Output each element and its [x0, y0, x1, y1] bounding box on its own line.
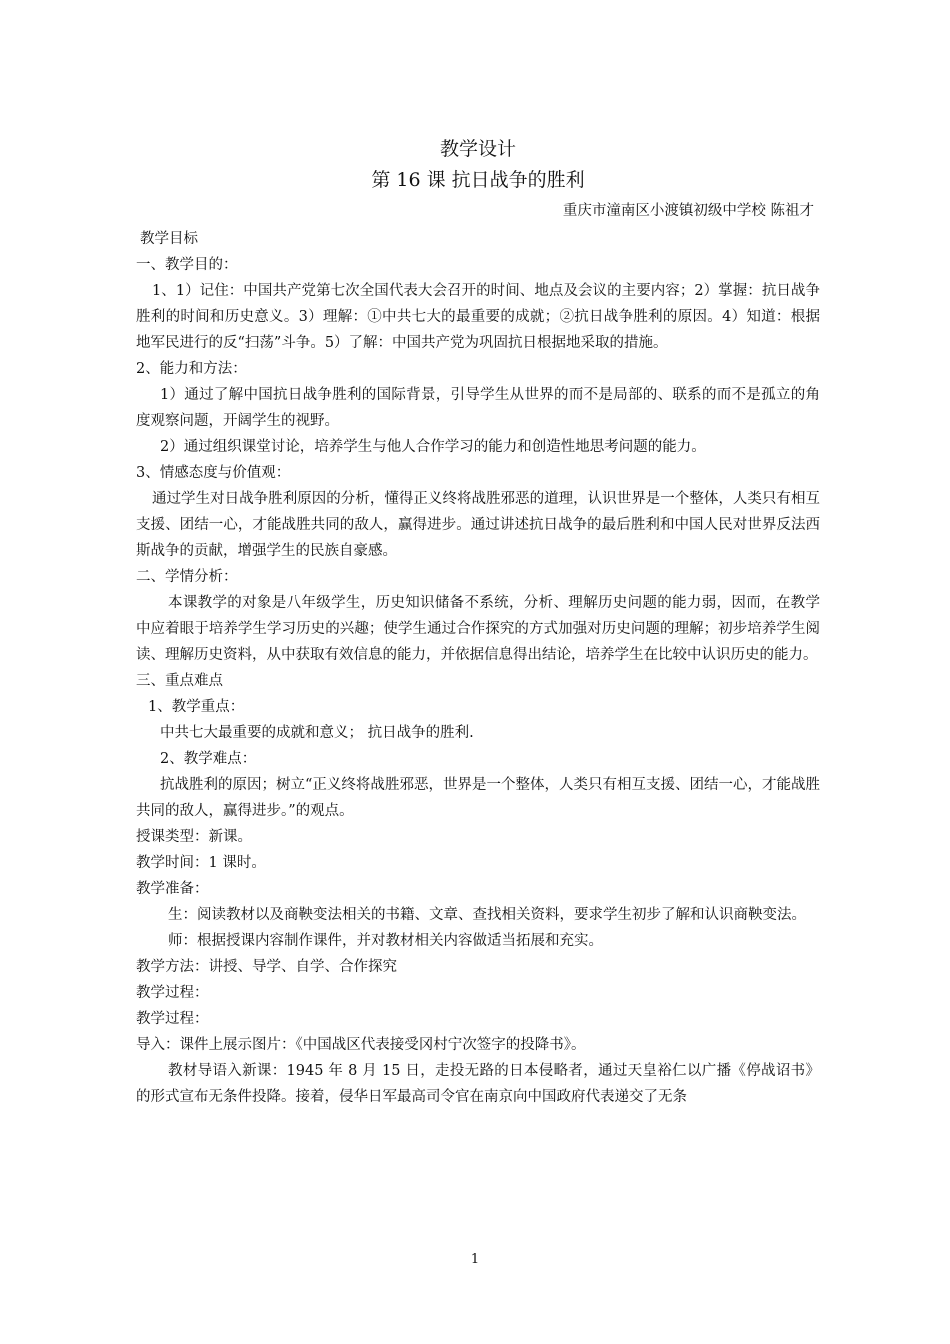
preparation-teacher: 师：根据授课内容制作课件，并对教材相关内容做适当拓展和充实。 [168, 933, 603, 949]
section-1-3-paragraph: 通过学生对日战争胜利原因的分析，懂得正义终将战胜邪恶的道理，认识世界是一个整体，人类只有相互支援、团结一心，才能战胜共同的敌人，赢得进步。通过讲述抗日战争的最后胜利和中国人民对世界反法西斯战争的贡献，增强学生的民族自豪感。 [136, 491, 820, 559]
section-1-paragraph: 1、1）记住：中国共产党第七次全国代表大会召开的时间、地点及会议的主要内容；2）掌握：抗日战争胜利的时间和历史意义。3）理解：①中共七大的最重要的成就；②抗日战争胜利的原因。4）知道：根据地军民进行的反“扫荡”斗争。5）了解：中国共产党为巩固抗日根据地采取的措施。 [136, 283, 820, 351]
author-line: 重庆市潼南区小渡镇初级中学校 陈祖才 [562, 203, 814, 219]
goals-heading: 教学目标 [140, 231, 198, 247]
lesson-title: 第 16 课 抗日战争的胜利 [371, 169, 585, 191]
teaching-methods: 教学方法：讲授、导学、自学、合作探究 [136, 959, 397, 975]
introduction-line: 导入：课件上展示图片：《中国战区代表接受冈村宁次签字的投降书》。 [136, 1037, 586, 1053]
lesson-time: 教学时间：1 课时。 [136, 855, 266, 871]
key-points-text: 中共七大最重要的成就和意义； 抗日战争的胜利. [160, 725, 474, 741]
document-body [136, 134, 820, 1110]
teaching-process-heading-1: 教学过程： [136, 985, 209, 1001]
difficulties-heading: 2、教学难点： [160, 751, 257, 767]
document-title: 教学设计 [439, 138, 516, 160]
introduction-paragraph: 教材导语入新课：1945 年 8 月 15 日，走投无路的日本侵略者，通过天皇裕仁以广播《停战诏书》的形式宣布无条件投降。接着，侵华日军最高司令官在南京向中国政府代表递交了无条 [136, 1063, 820, 1105]
section-1-heading: 一、教学目的： [136, 257, 238, 273]
preparation-student: 生：阅读教材以及商鞅变法相关的书籍、文章、查找相关资料，要求学生初步了解和认识商鞅变法。 [168, 907, 806, 923]
difficulties-text: 抗战胜利的原因；树立“正义终将战胜邪恶，世界是一个整体，人类只有相互支援、团结一心，才能战胜共同的敌人，赢得进步。”的观点。 [136, 777, 820, 819]
section-1-2-paragraph-1: 1）通过了解中国抗日战争胜利的国际背景，引导学生从世界的而不是局部的、联系的而不是孤立的角度观察问题，开阔学生的视野。 [136, 387, 820, 429]
section-1-2-paragraph-2: 2）通过组织课堂讨论，培养学生与他人合作学习的能力和创造性地思考问题的能力。 [160, 439, 706, 455]
page-number: 1 [470, 1252, 480, 1267]
section-2-paragraph: 本课教学的对象是八年级学生，历史知识储备不系统，分析、理解历史问题的能力弱，因而，在教学中应着眼于培养学生学习历史的兴趣；使学生通过合作探究的方式加强对历史问题的理解；初步培养学生阅读、理解历史资料，从中获取有效信息的能力，并依据信息得出结论，培养学生在比较中认识历史的能力。 [136, 595, 820, 663]
lesson-type: 授课类型：新课。 [136, 829, 252, 845]
section-2-heading: 二、学情分析： [136, 569, 238, 585]
section-3-heading: 三、重点难点 [136, 673, 223, 689]
key-points-heading: 1、教学重点： [148, 699, 245, 715]
section-1-2-heading: 2、能力和方法： [136, 361, 247, 377]
teaching-process-heading-2: 教学过程： [136, 1011, 209, 1027]
preparation-heading: 教学准备： [136, 881, 209, 897]
section-1-3-heading: 3、情感态度与价值观： [136, 465, 291, 481]
